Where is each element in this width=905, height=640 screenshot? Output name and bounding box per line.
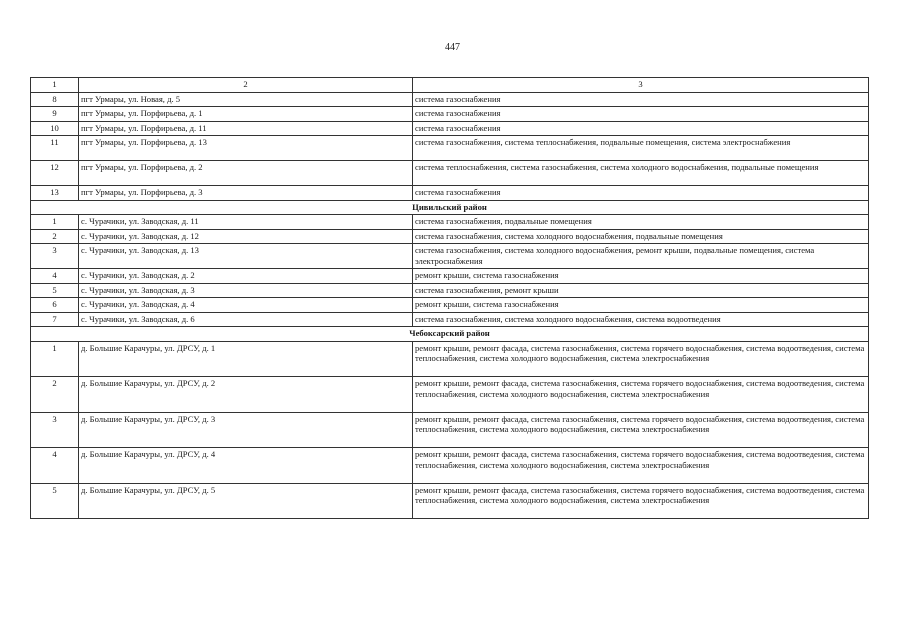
row-works: ремонт крыши, ремонт фасада, система газоснабжения, система горячего водоснабжения, система водоотведения, система теплоснабжения, система холодного водоснабжения, система электроснабжения xyxy=(413,377,869,413)
row-address: пгт Урмары, ул. Порфирьева, д. 13 xyxy=(79,136,413,161)
table-row xyxy=(31,412,869,448)
row-works: система газоснабжения xyxy=(413,92,869,107)
row-works: ремонт крыши, система газоснабжения xyxy=(413,298,869,313)
row-number: 9 xyxy=(31,107,79,122)
row-number: 8 xyxy=(31,92,79,107)
row-number: 13 xyxy=(31,186,79,201)
row-works: ремонт крыши, ремонт фасада, система газоснабжения, система горячего водоснабжения, система водоотведения, система теплоснабжения, система холодного водоснабжения, система электроснабжения xyxy=(413,412,869,448)
row-number: 6 xyxy=(31,298,79,313)
row-number: 3 xyxy=(31,244,79,269)
row-works: ремонт крыши, ремонт фасада, система газоснабжения, система горячего водоснабжения, система водоотведения, система теплоснабжения, система холодного водоснабжения, система электроснабжения xyxy=(413,341,869,377)
row-works: система газоснабжения xyxy=(413,107,869,122)
table-row xyxy=(31,448,869,484)
row-number: 7 xyxy=(31,312,79,327)
district-section-row xyxy=(31,327,869,342)
row-address: с. Чурачики, ул. Заводская, д. 3 xyxy=(79,283,413,298)
row-address: д. Большие Карачуры, ул. ДРСУ, д. 2 xyxy=(79,377,413,413)
column-number-row xyxy=(31,78,869,93)
page-number: 447 xyxy=(445,42,460,53)
row-address: д. Большие Карачуры, ул. ДРСУ, д. 5 xyxy=(79,483,413,519)
row-address: с. Чурачики, ул. Заводская, д. 2 xyxy=(79,269,413,284)
row-address: пгт Урмары, ул. Порфирьева, д. 3 xyxy=(79,186,413,201)
table-row xyxy=(31,186,869,201)
row-number: 5 xyxy=(31,283,79,298)
row-works: система газоснабжения, система холодного водоснабжения, подвальные помещения xyxy=(413,229,869,244)
row-works: система газоснабжения, система холодного водоснабжения, система водоотведения xyxy=(413,312,869,327)
row-works: система газоснабжения, подвальные помещения xyxy=(413,215,869,230)
table-row xyxy=(31,283,869,298)
row-number: 4 xyxy=(31,269,79,284)
table-row xyxy=(31,161,869,186)
row-address: д. Большие Карачуры, ул. ДРСУ, д. 1 xyxy=(79,341,413,377)
row-number: 11 xyxy=(31,136,79,161)
row-works: ремонт крыши, ремонт фасада, система газоснабжения, система горячего водоснабжения, система водоотведения, система теплоснабжения, система холодного водоснабжения, система электроснабжения xyxy=(413,483,869,519)
table-row xyxy=(31,215,869,230)
table-row xyxy=(31,121,869,136)
row-number: 5 xyxy=(31,483,79,519)
row-address: с. Чурачики, ул. Заводская, д. 13 xyxy=(79,244,413,269)
row-address: пгт Урмары, ул. Порфирьева, д. 11 xyxy=(79,121,413,136)
row-works: система газоснабжения xyxy=(413,121,869,136)
row-works: система газоснабжения, ремонт крыши xyxy=(413,283,869,298)
table-row xyxy=(31,92,869,107)
column-number-2: 2 xyxy=(79,78,413,93)
district-section-row xyxy=(31,200,869,215)
row-address: д. Большие Карачуры, ул. ДРСУ, д. 3 xyxy=(79,412,413,448)
table-body xyxy=(31,78,869,519)
row-works: ремонт крыши, ремонт фасада, система газоснабжения, система горячего водоснабжения, система водоотведения, система теплоснабжения, система холодного водоснабжения, система электроснабжения xyxy=(413,448,869,484)
row-number: 2 xyxy=(31,229,79,244)
table-row xyxy=(31,136,869,161)
row-number: 3 xyxy=(31,412,79,448)
table-row xyxy=(31,377,869,413)
row-address: с. Чурачики, ул. Заводская, д. 4 xyxy=(79,298,413,313)
row-number: 12 xyxy=(31,161,79,186)
row-number: 4 xyxy=(31,448,79,484)
row-number: 1 xyxy=(31,215,79,230)
row-address: с. Чурачики, ул. Заводская, д. 12 xyxy=(79,229,413,244)
row-works: система теплоснабжения, система газоснабжения, система холодного водоснабжения, подвальные помещения xyxy=(413,161,869,186)
row-address: пгт Урмары, ул. Новая, д. 5 xyxy=(79,92,413,107)
row-address: с. Чурачики, ул. Заводская, д. 11 xyxy=(79,215,413,230)
table-row xyxy=(31,229,869,244)
row-works: ремонт крыши, система газоснабжения xyxy=(413,269,869,284)
table-row xyxy=(31,107,869,122)
housing-works-table xyxy=(30,77,869,519)
row-works: система газоснабжения xyxy=(413,186,869,201)
column-number-3: 3 xyxy=(413,78,869,93)
table-row xyxy=(31,312,869,327)
row-address: с. Чурачики, ул. Заводская, д. 6 xyxy=(79,312,413,327)
row-address: д. Большие Карачуры, ул. ДРСУ, д. 4 xyxy=(79,448,413,484)
row-number: 1 xyxy=(31,341,79,377)
row-number: 2 xyxy=(31,377,79,413)
row-address: пгт Урмары, ул. Порфирьева, д. 1 xyxy=(79,107,413,122)
row-works: система газоснабжения, система теплоснабжения, подвальные помещения, система электроснабжения xyxy=(413,136,869,161)
table-row xyxy=(31,269,869,284)
table-row xyxy=(31,244,869,269)
row-works: система газоснабжения, система холодного водоснабжения, ремонт крыши, подвальные помещения, система электроснабжения xyxy=(413,244,869,269)
table-row xyxy=(31,483,869,519)
district-title: Цивильский район xyxy=(31,200,869,215)
column-number-1: 1 xyxy=(31,78,79,93)
district-title: Чебоксарский район xyxy=(31,327,869,342)
table-row xyxy=(31,298,869,313)
row-number: 10 xyxy=(31,121,79,136)
row-address: пгт Урмары, ул. Порфирьева, д. 2 xyxy=(79,161,413,186)
table-row xyxy=(31,341,869,377)
